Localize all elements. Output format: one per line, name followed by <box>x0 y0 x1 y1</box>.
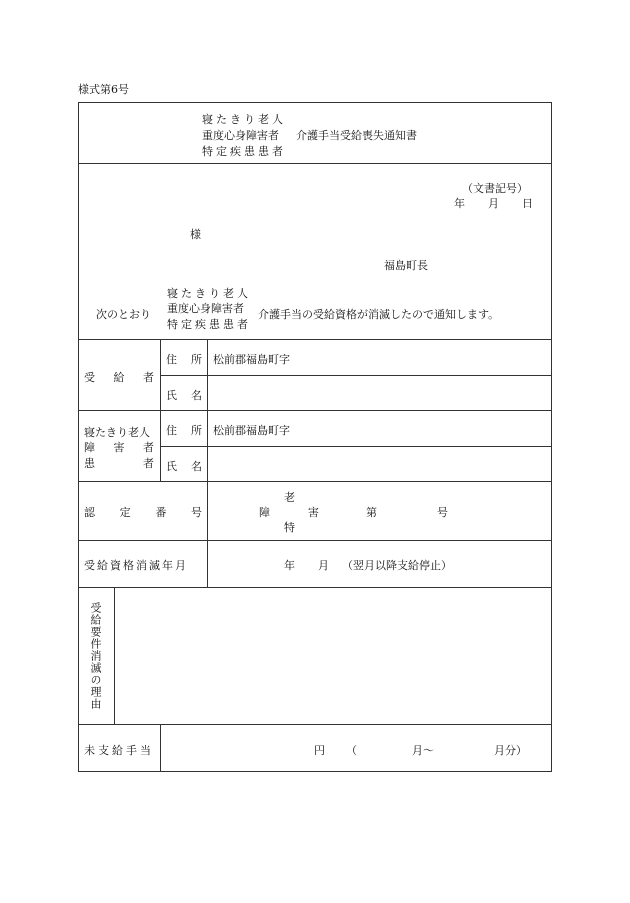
loss-note: （翌月以降支給停止） <box>342 559 452 572</box>
patient-label-2: 障 害 者 <box>84 441 154 454</box>
form-number: 様式第6号 <box>78 83 129 96</box>
cert-prefix-mid: 障 <box>259 506 270 519</box>
patient-name-field[interactable] <box>212 449 548 478</box>
unpaid-label: 未支給手当 <box>84 744 154 757</box>
date-day: 日 <box>522 197 533 210</box>
patient-label-3: 患 者 <box>84 457 154 470</box>
cert-number-label: 認 定 番 号 <box>84 506 202 519</box>
loss-year: 年 <box>284 559 295 572</box>
recipient-label: 受 給 者 <box>84 371 154 384</box>
date-year: 年 <box>454 197 465 210</box>
unpaid-month-from: 月～ <box>412 744 434 757</box>
unpaid-open-paren: （ <box>346 744 357 757</box>
notice-lead: 次のとおり <box>96 308 151 321</box>
patient-address-value: 松前郡福島町字 <box>213 424 290 437</box>
unpaid-month-to: 月分） <box>494 744 527 757</box>
doc-code: （文書記号） <box>462 182 528 195</box>
patient-label-1: 寝たきり老人 <box>84 426 150 439</box>
notice-category-1: 寝たきり老人 <box>167 287 251 300</box>
recipient-name-field[interactable] <box>212 378 548 407</box>
document-title: 介護手当受給喪失通知書 <box>296 129 417 142</box>
loss-month: 月 <box>318 559 329 572</box>
cert-prefix-top: 老 <box>284 491 295 504</box>
recipient-name-label: 氏 名 <box>166 389 202 402</box>
cert-mid-2: 害 <box>308 506 319 519</box>
reason-label: 受給要件消滅の理由 <box>89 602 102 710</box>
notice-category-3: 特定疾患患者 <box>167 318 251 331</box>
title-category-2: 重度心身障害者 <box>202 129 279 142</box>
recipient-suffix: 様 <box>190 228 201 241</box>
loss-date-label: 受給資格消滅年月 <box>84 559 188 572</box>
reason-field[interactable] <box>118 591 548 720</box>
recipient-address-label: 住 所 <box>166 353 202 366</box>
patient-address-label: 住 所 <box>166 424 202 437</box>
cert-mid-3: 第 <box>366 506 377 519</box>
cert-mid-4: 号 <box>437 506 448 519</box>
unpaid-yen: 円 <box>314 744 325 757</box>
title-category-3: 特定疾患患者 <box>202 145 286 158</box>
title-category-1: 寝たきり老人 <box>202 113 286 126</box>
cert-prefix-bottom: 特 <box>284 521 295 534</box>
recipient-address-value: 松前郡福島町字 <box>213 353 290 366</box>
issuer: 福島町長 <box>384 259 428 272</box>
notice-category-2: 重度心身障害者 <box>167 302 244 315</box>
notice-body: 介護手当の受給資格が消滅したので通知します。 <box>258 308 500 321</box>
patient-name-label: 氏 名 <box>166 460 202 473</box>
date-month: 月 <box>488 197 499 210</box>
